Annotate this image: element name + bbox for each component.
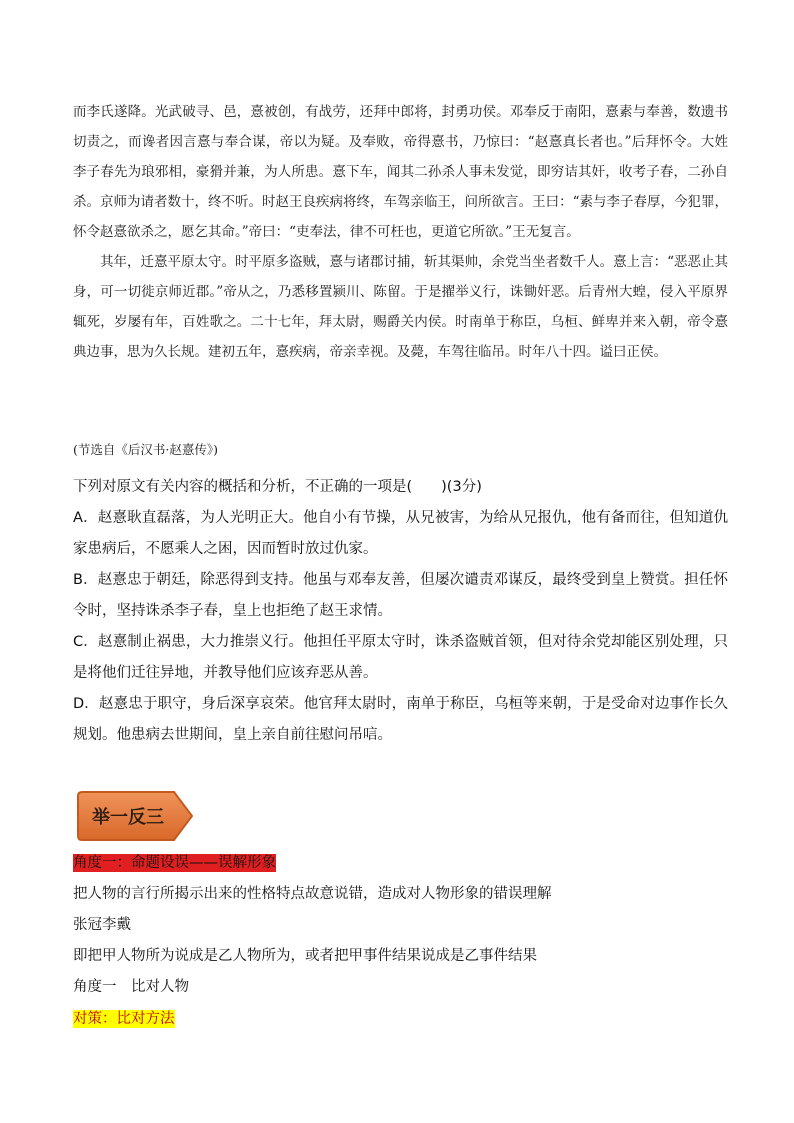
option-b: B．赵憙忠于朝廷，除恶得到支持。他虽与邓奉友善，但屡次谴责邓谋反，最终受到皇上赞赏。担任怀令时，坚持诛杀李子春，皇上也拒绝了赵王求情。 bbox=[73, 572, 728, 619]
strategy-text: 对策：比对方法 bbox=[73, 1011, 175, 1027]
angle-heading bbox=[73, 851, 276, 872]
passage-source: (节选自《后汉书·赵憙传》) bbox=[73, 442, 218, 457]
question-stem: 下列对原文有关内容的概括和分析，不正确的一项是( )(3分) bbox=[73, 479, 482, 495]
passage-paragraph-1: 而李氏遂降。光武破寻、邑，憙被创，有战劳，还拜中郎将，封勇功侯。邓奉反于南阳，憙素与奉善，数遗书切责之，而谗者因言憙与奉合谋，帝以为疑。及奉败，帝得憙书，乃惊曰：“赵憙真长者也。”后拜怀令。大姓李子春先为琅邪相，豪猾并兼，为人所患。憙下车，闻其二孙杀人事未发觉，即穷诘其奸，收考子春，二孙自杀。京师为请者数十，终不听。时赵王良疾病将终，车驾亲临王，问所欲言。王曰：“素与李子春厚，今犯罪，怀令赵憙欲杀之，愿乞其命。”帝曰：“吏奉法，律不可枉也，更道它所欲。”王无复言。 bbox=[73, 104, 728, 240]
question-block bbox=[73, 472, 728, 751]
badge-label: 举一反三 bbox=[92, 807, 164, 828]
strategy-line bbox=[73, 1007, 175, 1028]
option-a: A．赵憙耿直磊落，为人光明正大。他自小有节操，从兄被害，为给从兄报仇，他有备而往，但知道仇家患病后，不愿乘人之困，因而暂时放过仇家。 bbox=[73, 510, 728, 557]
explanation-line-2: 张冠李戴 bbox=[73, 917, 131, 933]
passage-paragraph-2: 其年，迁憙平原太守。时平原多盗贼，憙与诸郡讨捕，斩其渠帅，余党当坐者数千人。憙上言：“恶恶止其身，可一切徙京师近郡。”帝从之，乃悉移置颍川、陈留。于是擢举义行，诛锄奸恶。后青州大蝗，侵入平原界辄死，岁屡有年，百姓歌之。二十七年，拜太尉，赐爵关内侯。时南单于称臣，乌桓、鲜卑并来入朝，帝令憙典边事，思为久长规。建初五年，憙疾病，帝亲幸视。及薨，车驾往临吊。时年八十四。谥曰正侯。 bbox=[73, 254, 728, 360]
explanation-line-3: 即把甲人物所为说成是乙人物所为，或者把甲事件结果说成是乙事件结果 bbox=[73, 948, 537, 964]
section-badge bbox=[76, 790, 194, 842]
classical-passage bbox=[73, 97, 728, 367]
explanation-line-4: 角度一 比对人物 bbox=[73, 979, 189, 995]
angle-heading-text: 角度一：命题设误——误解形象 bbox=[73, 855, 276, 871]
option-d: D．赵憙忠于职守，身后深享哀荣。他官拜太尉时，南单于称臣，乌桓等来朝，于是受命对边事作长久规划。他患病去世期间，皇上亲自前往慰问吊唁。 bbox=[73, 696, 728, 743]
option-c: C．赵憙制止祸患，大力推崇义行。他担任平原太守时，诛杀盗贼首领，但对待余党却能区别处理，只是将他们迁往异地，并教导他们应该弃恶从善。 bbox=[73, 634, 728, 681]
explanation-line-1: 把人物的言行所揭示出来的性格特点故意说错，造成对人物形象的错误理解 bbox=[73, 886, 552, 902]
